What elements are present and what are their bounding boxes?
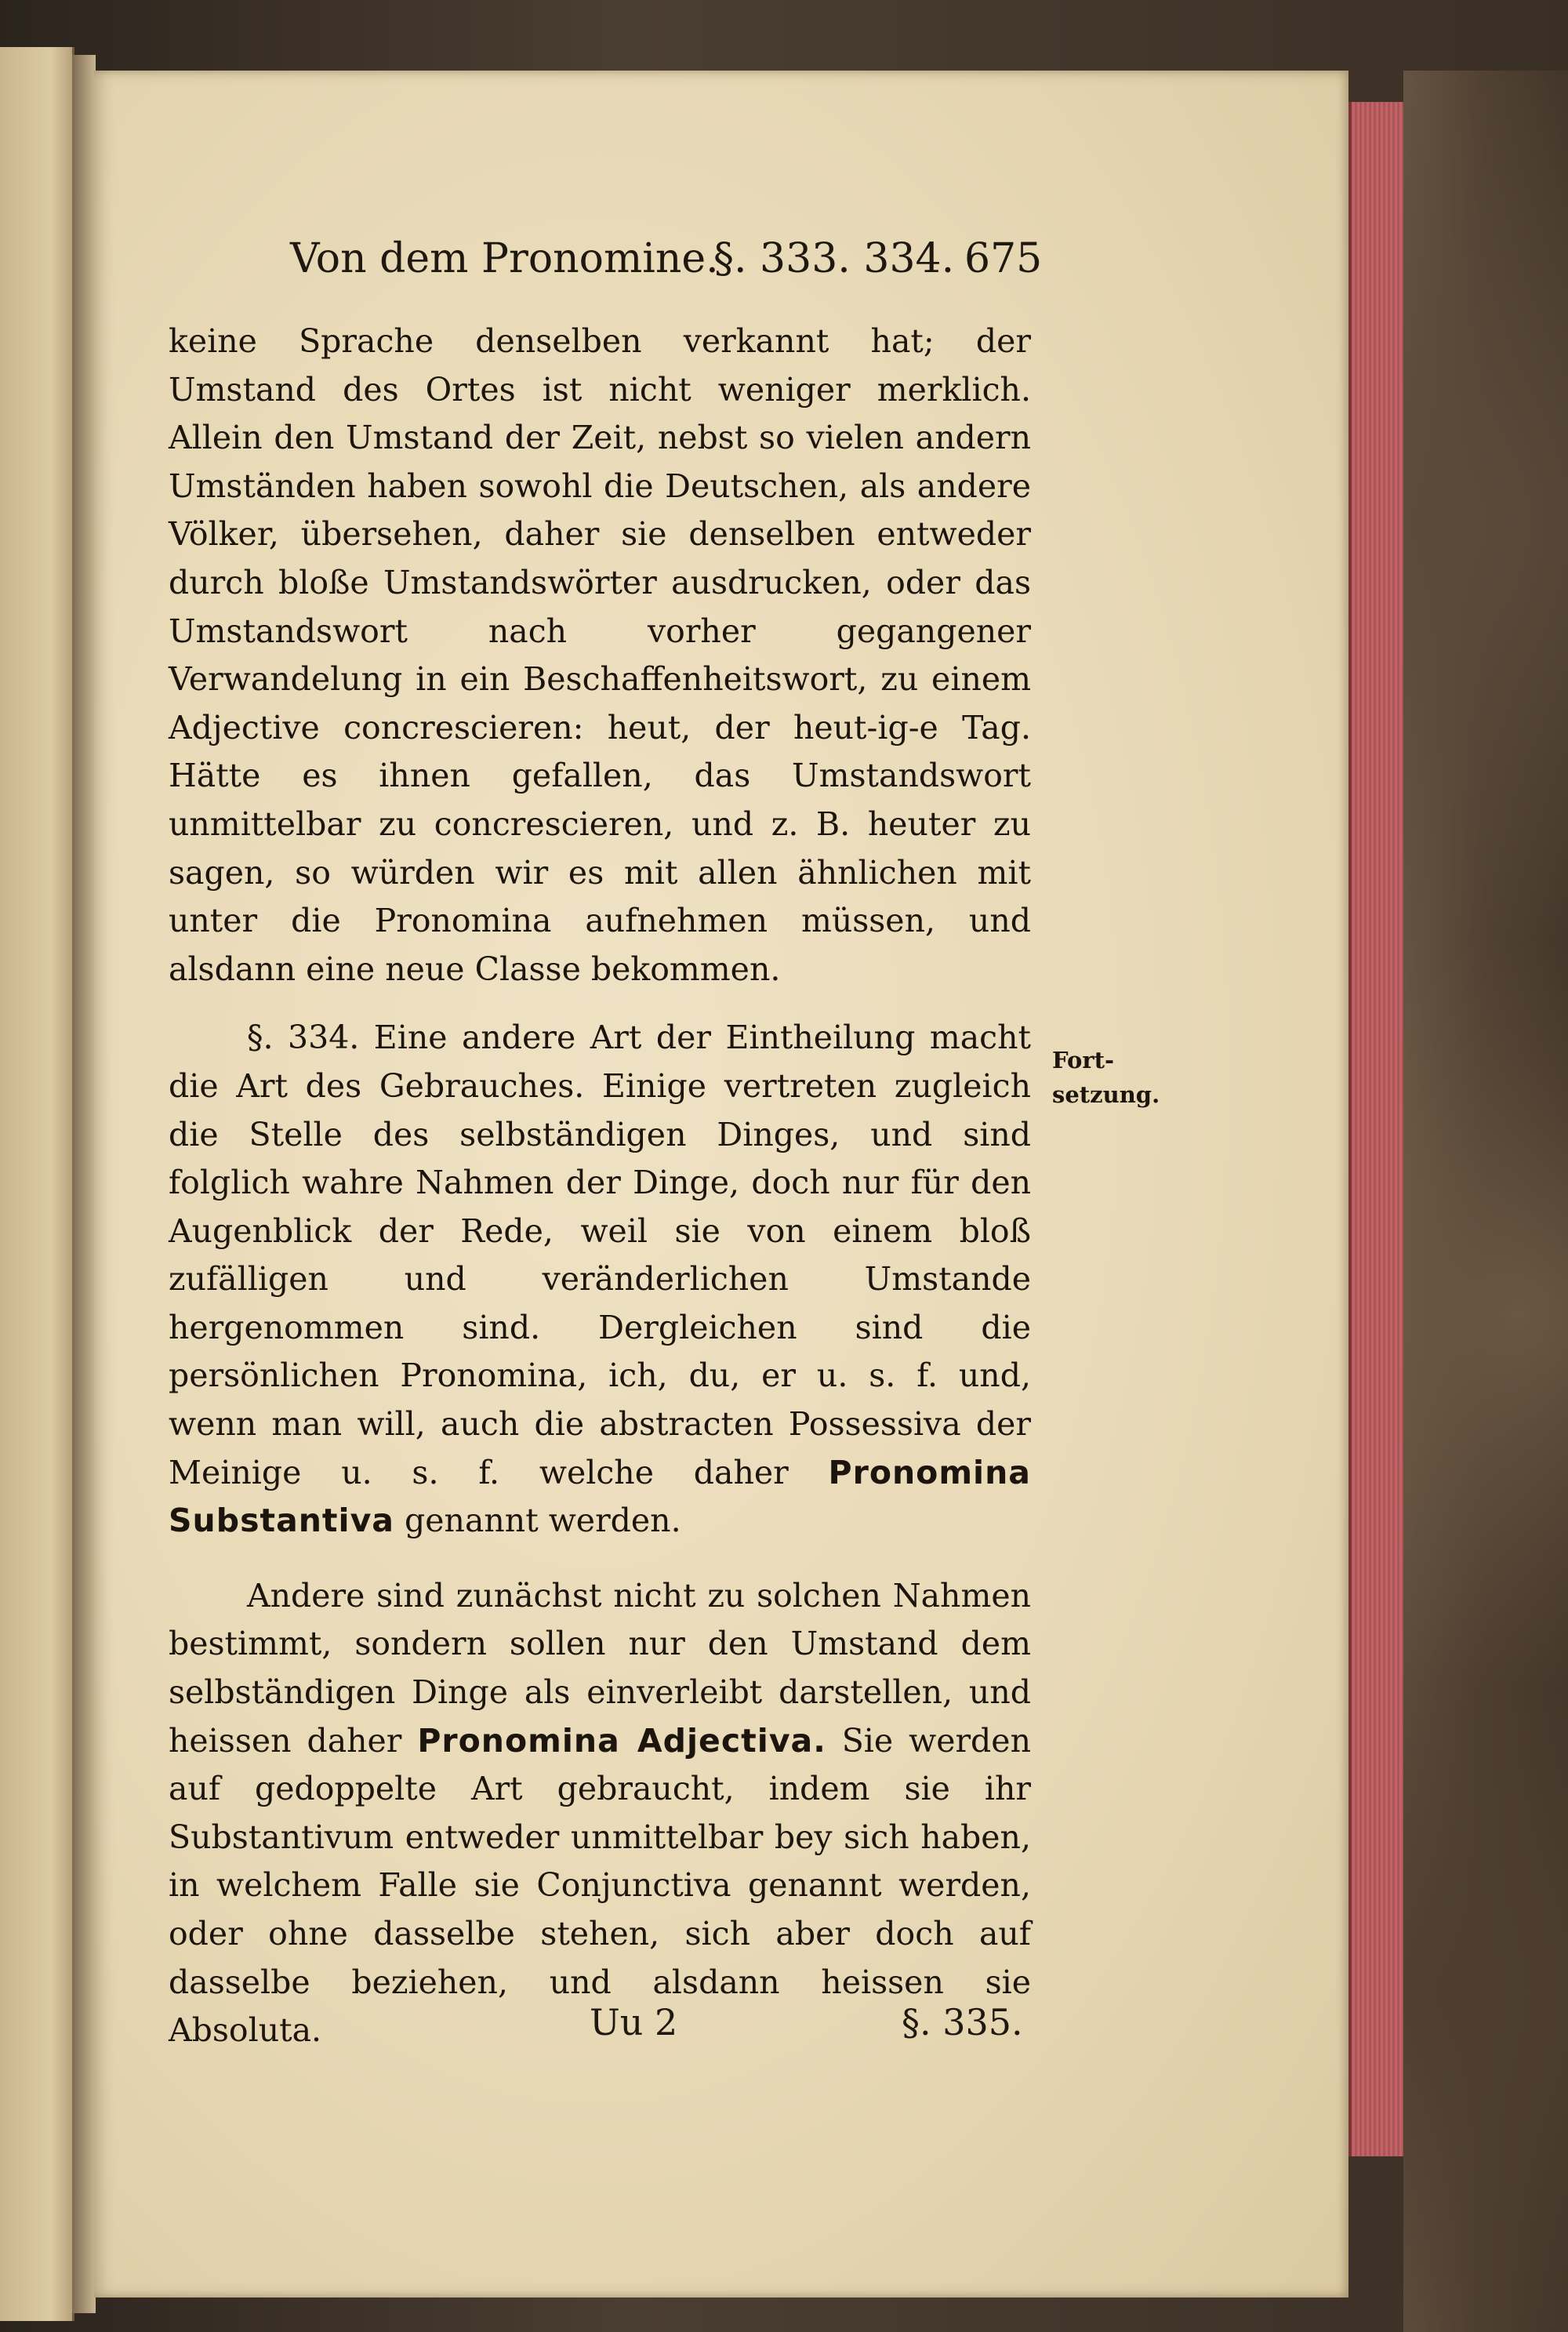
paragraph-3-emphasis: Pronomina Adjectiva. bbox=[417, 1721, 826, 1760]
page-edges bbox=[1348, 102, 1406, 2156]
body-text bbox=[169, 318, 1031, 2055]
page-number: 675 bbox=[964, 235, 1043, 282]
paragraph-2-text: §. 334. Eine andere Art der Eintheilung macht die Art des Gebrauches. Einige vertreten zugleich die Stelle des selbständigen Dinges, und sind folglich wahre Nahmen der Dinge, doch nur für den Augenblick der Rede, weil sie von einem bloß zufälligen und veränderlichen Umstande hergenommen sind. Dergleichen sind die persönlichen Pronomina, ich, du, er u. s. f. und, wenn man will, auch die abstracten Possessiva der Meinige u. s. f. welche daher bbox=[169, 1019, 1031, 1491]
left-page-edge bbox=[0, 47, 74, 2321]
book-gutter bbox=[72, 55, 96, 2313]
book-cover bbox=[1403, 71, 1568, 2332]
section-reference: §. 333. 334. bbox=[713, 235, 955, 282]
signature-mark: Uu 2 bbox=[590, 2001, 678, 2043]
running-head bbox=[290, 235, 1043, 298]
paragraph-3-text: Andere sind zunächst nicht zu solchen Nahmen bestimmt, sondern sollen nur den Umstand dem selbständigen Dinge als einverleibt darstellen, und heissen daher bbox=[169, 1576, 1031, 1760]
paragraph-1 bbox=[169, 318, 1031, 993]
marginal-note: Fort-setzung. bbox=[1052, 1047, 1160, 1108]
paragraph-3-tail: Sie werden auf gedoppelte Art gebraucht, indem sie ihr Substantivum entweder unmittelbar bey sich haben, in welchem Falle sie Conjunctiva genannt werden, oder ohne dasselbe stehen, sich aber doch auf dasselbe beziehen, und alsdann heissen sie Absoluta. bbox=[169, 1721, 1031, 2050]
paragraph-2 bbox=[169, 1014, 1031, 1546]
paragraph-3 bbox=[169, 1572, 1031, 2055]
catchword: §. 335. bbox=[902, 2001, 1023, 2043]
paragraph-2-tail: genannt werden. bbox=[405, 1502, 681, 1540]
paragraph-1-text: keine Sprache denselben verkannt hat; der Umstand des Ortes ist nicht weniger merklich. Allein den Umstand der Zeit, nebst so vielen andern Umständen haben sowohl die Deutschen, als andere Völker, übersehen, daher sie denselben entweder durch bloße Umstandswörter ausdrucken, oder das Umstandswort nach vorher gegangener Verwandelung in ein Beschaffenheitswort, zu einem Adjective concrescieren: heut, der heut-ig-e Tag. Hätte es ihnen gefallen, das Umstandswort unmittelbar zu concrescieren, und z. B. heuter zu sagen, so würden wir es mit allen ähnlichen mit unter die Pronomina aufnehmen müssen, und alsdann eine neue Classe bekommen. bbox=[169, 322, 1031, 988]
paragraph-2-emphasis: Pronomina Substantiva bbox=[169, 1453, 1031, 1540]
running-title: Von dem Pronomine. bbox=[290, 235, 719, 282]
